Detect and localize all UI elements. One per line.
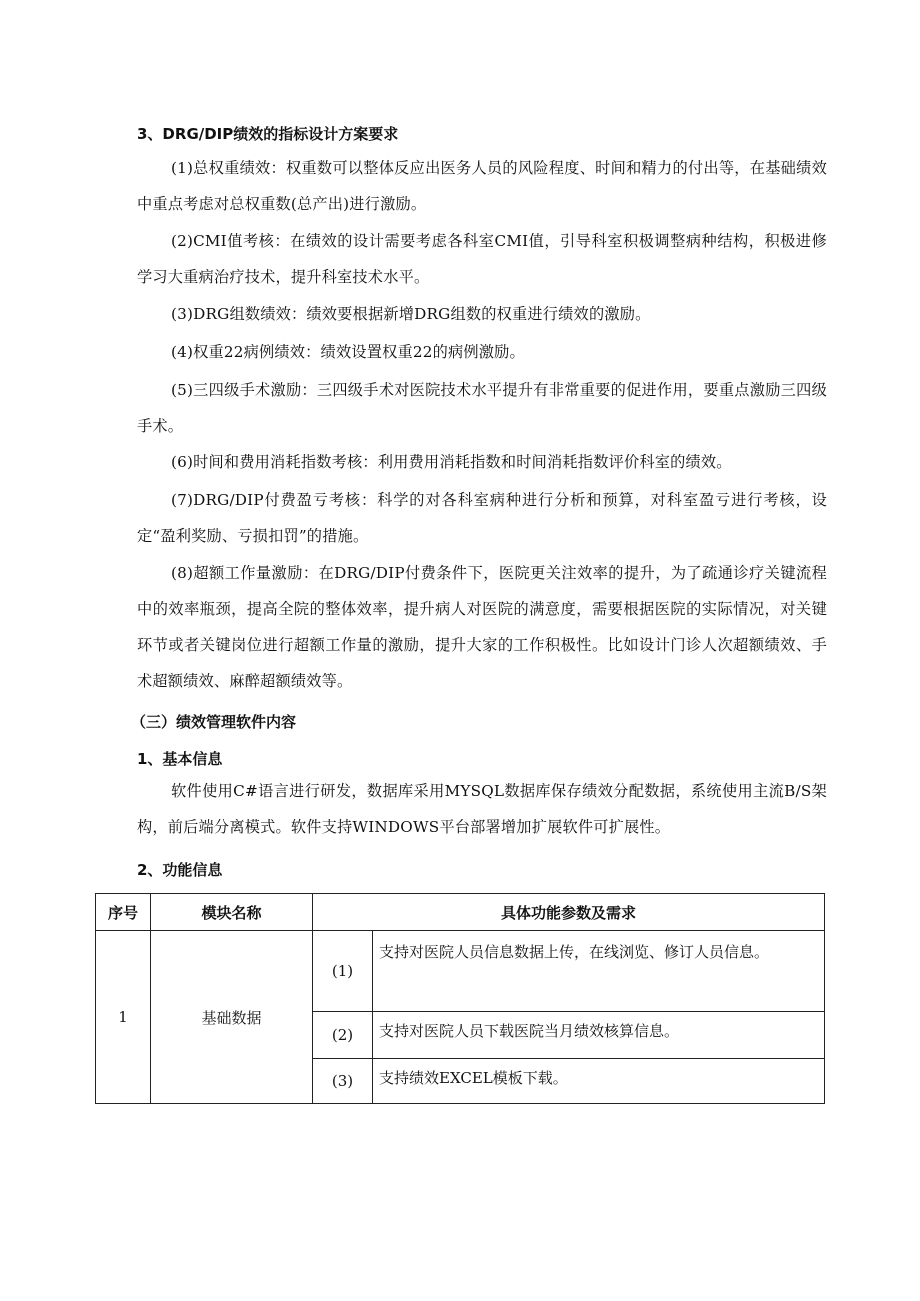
table-header-row [96,894,825,931]
section3-item-8: (8)超额工作量激励：在DRG/DIP付费条件下，医院更关注效率的提升，为了疏通诊疗关键流程中的效率瓶颈，提高全院的整体效率，提升病人对医院的满意度，需要根据医院的实际情况，对关键环节或者关键岗位进行超额工作量的激励，提升大家的工作积极性。比如设计门诊人次超额绩效、手术超额绩效、麻醉超额绩效等。 [137,564,827,690]
function-table [95,893,825,1104]
item-description: 支持绩效EXCEL模板下载。 [373,1059,825,1104]
header-no: 序号 [96,894,151,931]
item-index: (1) [313,931,373,1012]
software-section-heading: （三）绩效管理软件内容 [131,713,297,731]
item-description: 支持对医院人员信息数据上传，在线浏览、修订人员信息。 [373,931,825,1012]
item-index: (3) [313,1059,373,1104]
header-module: 模块名称 [151,894,313,931]
row-no: 1 [96,931,151,1104]
section3-item-2: (2)CMI值考核：在绩效的设计需要考虑各科室CMI值，引导科室积极调整病种结构，积极进修学习大重病治疗技术，提升科室技术水平。 [137,232,827,286]
section3-item-3: (3)DRG组数绩效：绩效要根据新增DRG组数的权重进行绩效的激励。 [171,305,651,323]
item-index: (2) [313,1012,373,1059]
basic-info-heading: 1、基本信息 [137,750,223,768]
section3-item-5: (5)三四级手术激励：三四级手术对医院技术水平提升有非常重要的促进作用，要重点激励三四级手术。 [137,381,827,435]
section3-item-7: (7)DRG/DIP付费盈亏考核：科学的对各科室病种进行分析和预算，对科室盈亏进行考核，设定“盈利奖励、亏损扣罚”的措施。 [137,491,827,545]
header-requirements: 具体功能参数及需求 [313,894,825,931]
section3-heading: 3、DRG/DIP绩效的指标设计方案要求 [137,125,399,143]
section3-item-6: (6)时间和费用消耗指数考核：利用费用消耗指数和时间消耗指数评价科室的绩效。 [171,453,732,471]
item-description: 支持对医院人员下载医院当月绩效核算信息。 [373,1012,825,1059]
table-row [96,931,825,1012]
function-info-heading: 2、功能信息 [137,861,223,879]
basic-info-text: 软件使用C#语言进行研发，数据库采用MYSQL数据库保存绩效分配数据，系统使用主流B/S架构，前后端分离模式。软件支持WINDOWS平台部署增加扩展软件可扩展性。 [137,782,827,836]
row-module: 基础数据 [151,931,313,1104]
section3-item-1: (1)总权重绩效：权重数可以整体反应出医务人员的风险程度、时间和精力的付出等，在基础绩效中重点考虑对总权重数(总产出)进行激励。 [137,159,827,213]
section3-item-4: (4)权重22病例绩效：绩效设置权重22的病例激励。 [171,343,525,361]
